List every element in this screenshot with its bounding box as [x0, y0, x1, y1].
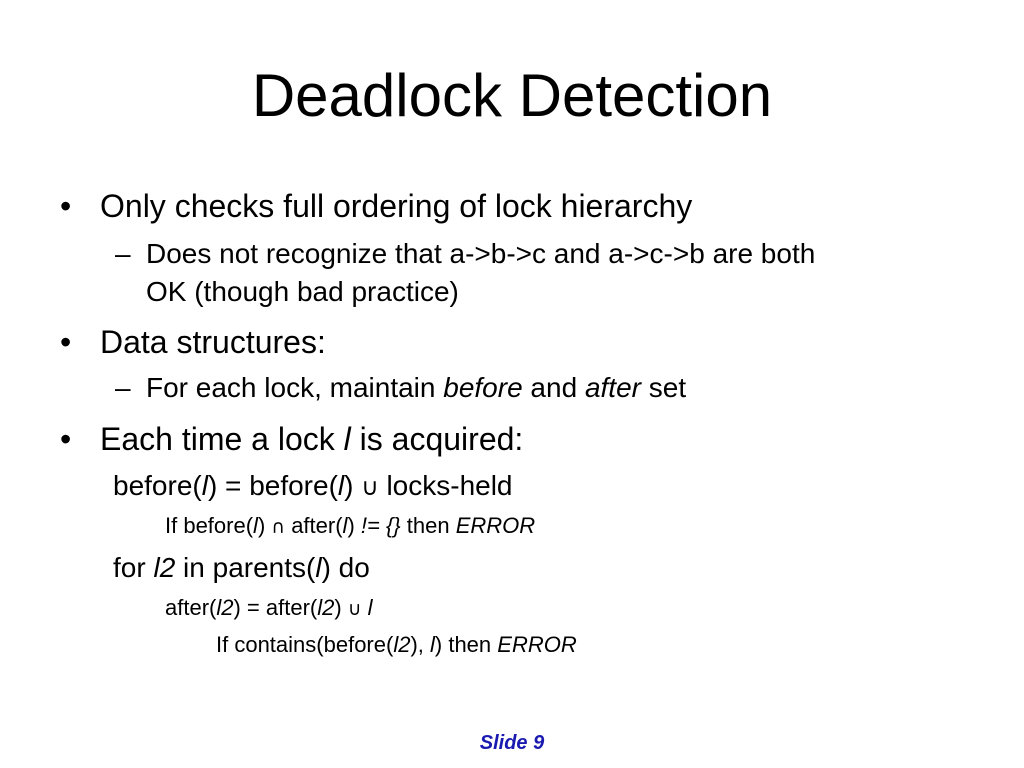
after-term: after [584, 372, 641, 403]
code-line-4 [165, 594, 373, 624]
text-segment: ) [347, 513, 361, 538]
text-segment: and [522, 372, 585, 403]
text-segment: If contains(before( [216, 632, 394, 657]
text-segment: For each lock, maintain [146, 372, 444, 403]
text-segment: If before( [165, 513, 254, 538]
text-segment: after( [285, 513, 343, 538]
variable: l [253, 513, 258, 538]
variable: l [315, 552, 322, 583]
union-symbol: ∪ [361, 473, 379, 501]
bullet-2: Data structures: [100, 324, 326, 360]
code-line-1 [113, 469, 513, 504]
code-line-2 [165, 512, 535, 542]
before-term: before [443, 372, 523, 403]
variable: l2 [216, 595, 234, 620]
variable: l [367, 595, 373, 620]
text-segment: ), [410, 632, 430, 657]
sub-bullet-marker: – [115, 238, 131, 269]
text-segment: before( [113, 470, 202, 501]
code-line-5 [216, 631, 577, 659]
bullet-marker: • [60, 421, 72, 457]
bullet-marker: • [60, 188, 72, 224]
text-segment: for [113, 552, 154, 583]
bullet-marker: • [60, 324, 72, 360]
text-segment: in parents( [175, 552, 316, 583]
slide-number: Slide 9 [479, 732, 545, 754]
not-empty-expression: != {} [360, 513, 401, 538]
error-keyword: ERROR [455, 513, 536, 538]
union-symbol: ∪ [347, 599, 362, 620]
variable: l2 [317, 595, 335, 620]
error-keyword: ERROR [497, 632, 577, 657]
bullet-1-sub-line-1: Does not recognize that a->b->c and a->c->b are both [146, 238, 816, 269]
text-segment: Each time a lock [100, 421, 344, 457]
text-segment: ) then [434, 632, 498, 657]
text-segment: ) = after( [233, 595, 318, 620]
variable: l [342, 513, 348, 538]
text-segment: ) [334, 595, 348, 620]
text-segment: ) do [321, 552, 370, 583]
bullet-3 [100, 419, 523, 459]
variable: l2 [393, 632, 411, 657]
text-segment: ) [344, 470, 362, 501]
slide-title: Deadlock Detection [251, 62, 773, 129]
text-segment: ) = before( [207, 470, 338, 501]
bullet-2-sub [146, 371, 686, 405]
text-segment: after( [165, 595, 217, 620]
sub-bullet-marker: – [115, 372, 131, 403]
variable: l [201, 470, 208, 501]
text-segment: ) [257, 513, 272, 538]
bullet-1-sub-line-2: OK (though bad practice) [146, 276, 459, 307]
bullet-1: Only checks full ordering of lock hierarchy [100, 188, 693, 224]
variable: l [337, 470, 345, 501]
text-segment: is acquired: [350, 421, 524, 457]
variable: l [430, 632, 435, 657]
variable: l2 [153, 552, 176, 583]
intersection-symbol: ∩ [271, 517, 286, 538]
code-line-3 [113, 551, 370, 585]
text-segment: set [640, 372, 687, 403]
text-segment: then [400, 513, 456, 538]
variable-l: l [343, 421, 351, 457]
text-segment: locks-held [378, 470, 513, 501]
